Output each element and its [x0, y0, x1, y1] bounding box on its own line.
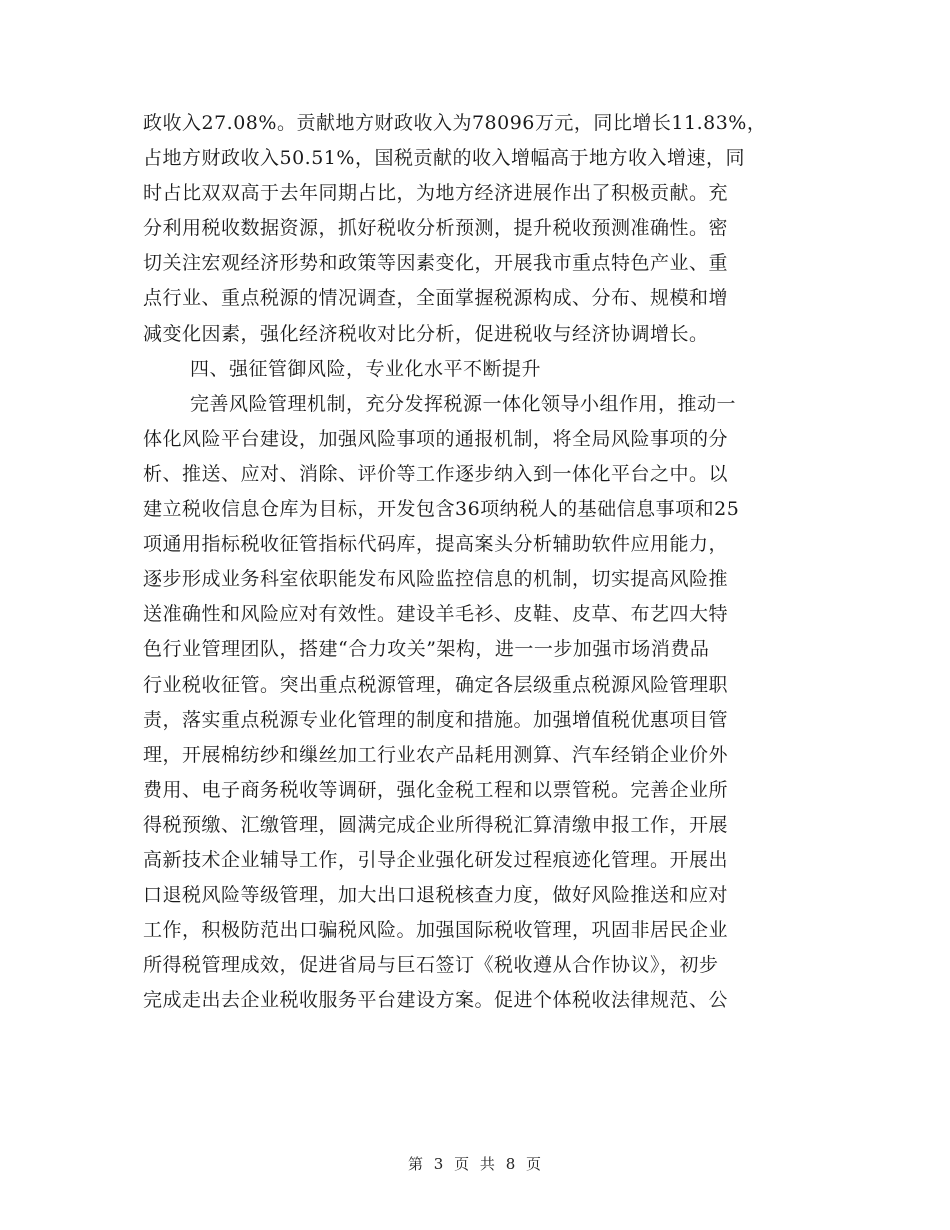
body-line: 费用、电子商务税收等调研，强化金税工程和以票管税。完善企业所 — [143, 778, 729, 801]
body-line: 项通用指标税收征管指标代码库，提高案头分析辅助软件应用能力， — [143, 533, 729, 556]
body-line: 占地方财政收入50.51%，国税贡献的收入增幅高于地方收入增速，同 — [143, 147, 745, 170]
current-page-number: 3 — [433, 1155, 445, 1173]
body-line: 逐步形成业务科室依职能发布风险监控信息的机制，切实提高风险推 — [143, 568, 729, 591]
body-line: 口退税风险等级管理，加大出口退税核查力度，做好风险推送和应对 — [143, 884, 729, 907]
footer-prefix: 第 — [407, 1155, 424, 1173]
footer-total-prefix: 共 — [479, 1155, 496, 1173]
body-line: 工作，积极防范出口骗税风险。加强国际税收管理，巩固非居民企业 — [143, 919, 729, 942]
body-line: 高新技术企业辅导工作，引导企业强化研发过程痕迹化管理。开展出 — [143, 848, 729, 871]
body-line: 理，开展棉纺纱和缫丝加工行业农产品耗用测算、汽车经销企业价外 — [143, 743, 729, 766]
body-line: 时占比双双高于去年同期占比，为地方经济进展作出了积极贡献。充 — [143, 182, 729, 205]
body-line: 行业税收征管。突出重点税源管理，确定各层级重点税源风险管理职 — [143, 673, 729, 696]
paragraph-first-line: 完善风险管理机制，充分发挥税源一体化领导小组作用，推动一 — [190, 392, 737, 415]
body-line: 分利用税收数据资源，抓好税收分析预测，提升税收预测准确性。密 — [143, 217, 729, 240]
body-line: 体化风险平台建设，加强风险事项的通报机制，将全局风险事项的分 — [143, 427, 729, 450]
body-line: 切关注宏观经济形势和政策等因素变化，开展我市重点特色产业、重 — [143, 252, 729, 275]
body-line: 析、推送、应对、消除、评价等工作逐步纳入到一体化平台之中。以 — [143, 462, 729, 485]
page-footer — [0, 1153, 950, 1174]
footer-page-unit: 页 — [454, 1155, 471, 1173]
body-line: 送准确性和风险应对有效性。建设羊毛衫、皮鞋、皮草、布艺四大特 — [143, 603, 729, 626]
total-pages-number: 8 — [505, 1155, 517, 1173]
body-line: 责，落实重点税源专业化管理的制度和措施。加强增值税优惠项目管 — [143, 708, 729, 731]
body-line: 点行业、重点税源的情况调查，全面掌握税源构成、分布、规模和增 — [143, 287, 729, 310]
document-body — [143, 106, 813, 1018]
body-line: 减变化因素，强化经济税收对比分析，促进税收与经济协调增长。 — [143, 322, 709, 345]
body-line: 建立税收信息仓库为目标，开发包含36项纳税人的基础信息事项和25 — [143, 498, 740, 521]
body-line: 所得税管理成效，促进省局与巨石签订《税收遵从合作协议》，初步 — [143, 954, 719, 977]
footer-total-unit: 页 — [526, 1155, 543, 1173]
body-line: 完成走出去企业税收服务平台建设方案。促进个体税收法律规范、公 — [143, 989, 729, 1012]
body-line: 得税预缴、汇缴管理，圆满完成企业所得税汇算清缴申报工作，开展 — [143, 813, 729, 836]
section-heading: 四、强征管御风险，专业化水平不断提升 — [190, 357, 542, 380]
body-line: 政收入27.08%。贡献地方财政收入为78096万元，同比增长11.83%， — [143, 112, 767, 134]
body-line: 色行业管理团队，搭建“合力攻关”架构，进一一步加强市场消费品 — [143, 638, 710, 661]
